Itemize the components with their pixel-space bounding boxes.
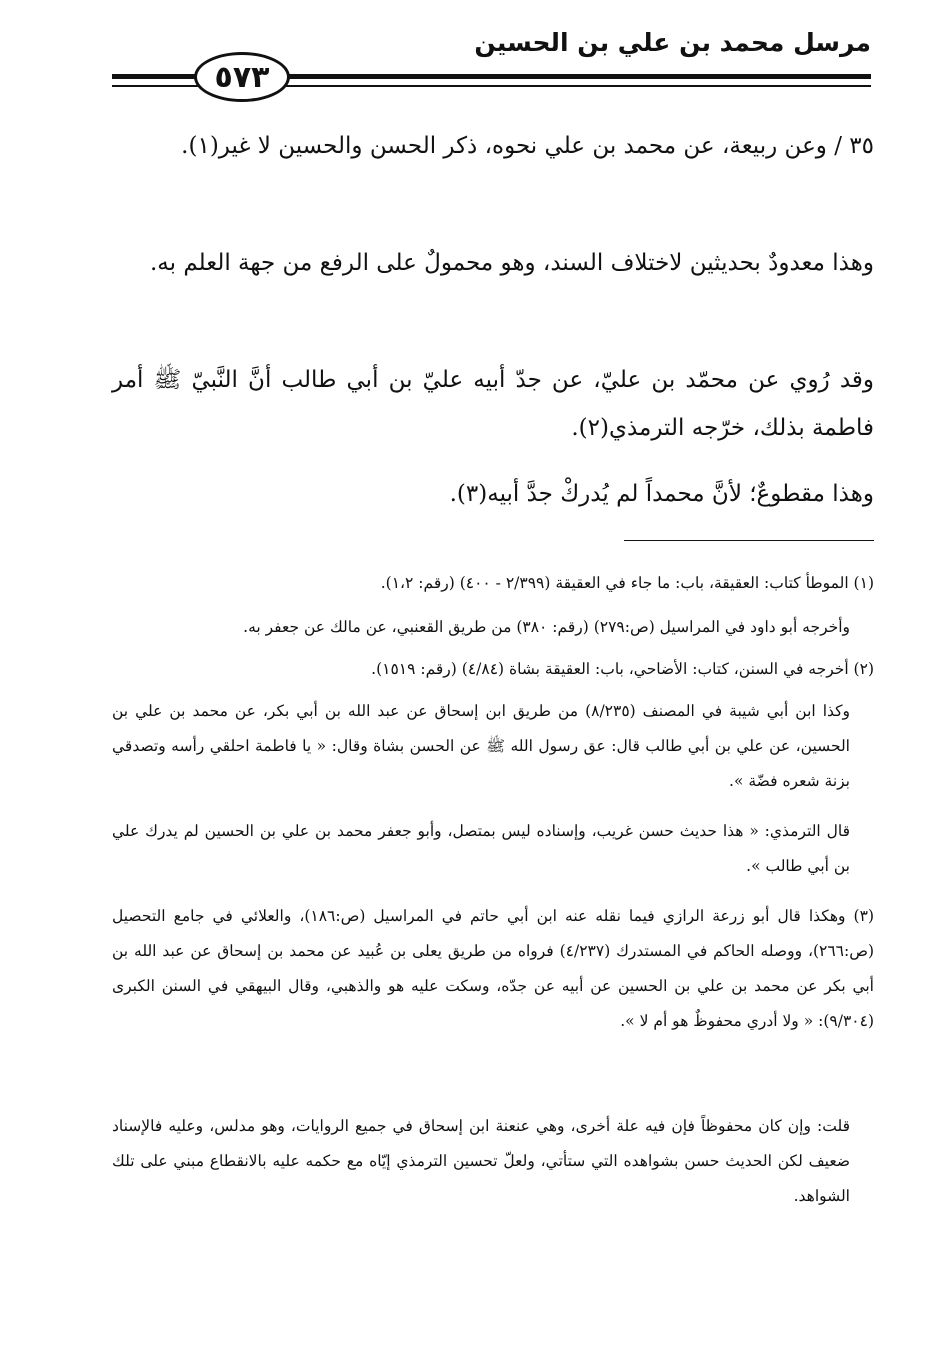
footnote-2-tirmidhi: قال الترمذي: « هذا حديث حسن غريب، وإسناده ليس بمتصل، وأبو جعفر محمد بن علي بن الحسين لم يدرك علي بن أبي طالب ». [112, 822, 850, 875]
footnote-1-continued: وأخرجه أبو داود في المراسيل (ص:٢٧٩) (رقم: ٣٨٠) من طريق القعنبي، عن مالك عن جعفر به. [243, 618, 850, 636]
footnote-1: (١) الموطأ كتاب: العقيقة، باب: ما جاء في العقيقة (٢/٣٩٩ - ٤٠٠) (رقم: ١،٢). [380, 574, 874, 592]
footnote-2-continued: وكذا ابن أبي شيبة في المصنف (٨/٢٣٥) من طريق ابن إسحاق عن عبد الله بن أبي بكر، عن محمد بن علي بن الحسين، عن علي بن أبي طالب قال: عق رسول الله ﷺ عن الحسن بشاة وقال: « يا فاطمة احلقي رأسه وتصدقي بزنة شعره فضّة ». [112, 702, 850, 790]
main-paragraph-2: وهذا معدودٌ بحديثين لاختلاف السند، وهو محمولٌ على الرفع من جهة العلم به. [149, 250, 874, 276]
page-number: ٥٧٣ [214, 59, 270, 95]
footnote-3: (٣) وهكذا قال أبو زرعة الرازي فيما نقله عنه ابن أبي حاتم في المراسيل (ص:١٨٦)، والعلائي في جامع التحصيل (ص:٢٦٦)، ووصله الحاكم في المستدرك (٤/٢٣٧) فرواه من طريق يعلى بن عُبيد عن محمد بن إسحاق عن عبد الله بن أبي بكر عن محمد بن علي بن الحسين عن أبيه عن جدّه، وسكت عليه هو والذهبي، وقال البيهقي في السنن الكبرى (٩/٣٠٤): « ولا أدري محفوظٌ هو أم لا ». [112, 907, 874, 1030]
page-number-badge [194, 52, 290, 102]
main-paragraph-1: ٣٥ / وعن ربيعة، عن محمد بن علي نحوه، ذكر الحسن والحسين لا غير(١). [181, 133, 874, 159]
footnote-3-continued: قلت: وإن كان محفوظاً فإن فيه علة أخرى، وهي عنعنة ابن إسحاق في جميع الروايات، وهو مدلس، وعليه فالإسناد ضعيف لكن الحديث حسن بشواهده التي ستأتي، ولعلّ تحسين الترمذي إيّاه مع حكمه عليه بالانقطاع مبني على تلك الشواهد. [112, 1117, 850, 1205]
main-paragraph-3: وقد رُوي عن محمّد بن عليّ، عن جدّ أبيه عليّ بن أبي طالب أنَّ النَّبيّ ﷺ أمر فاطمة بذلك، خرّجه الترمذي(٢). [112, 367, 874, 441]
footnote-2: (٢) أخرجه في السنن، كتاب: الأضاحي، باب: العقيقة بشاة (٤/٨٤) (رقم: ١٥١٩). [371, 660, 874, 678]
main-paragraph-4: وهذا مقطوعٌ؛ لأنَّ محمداً لم يُدركْ جدَّ أبيه(٣). [449, 481, 874, 507]
running-title: مرسل محمد بن علي بن الحسين [474, 28, 871, 57]
footnote-separator [624, 540, 874, 541]
